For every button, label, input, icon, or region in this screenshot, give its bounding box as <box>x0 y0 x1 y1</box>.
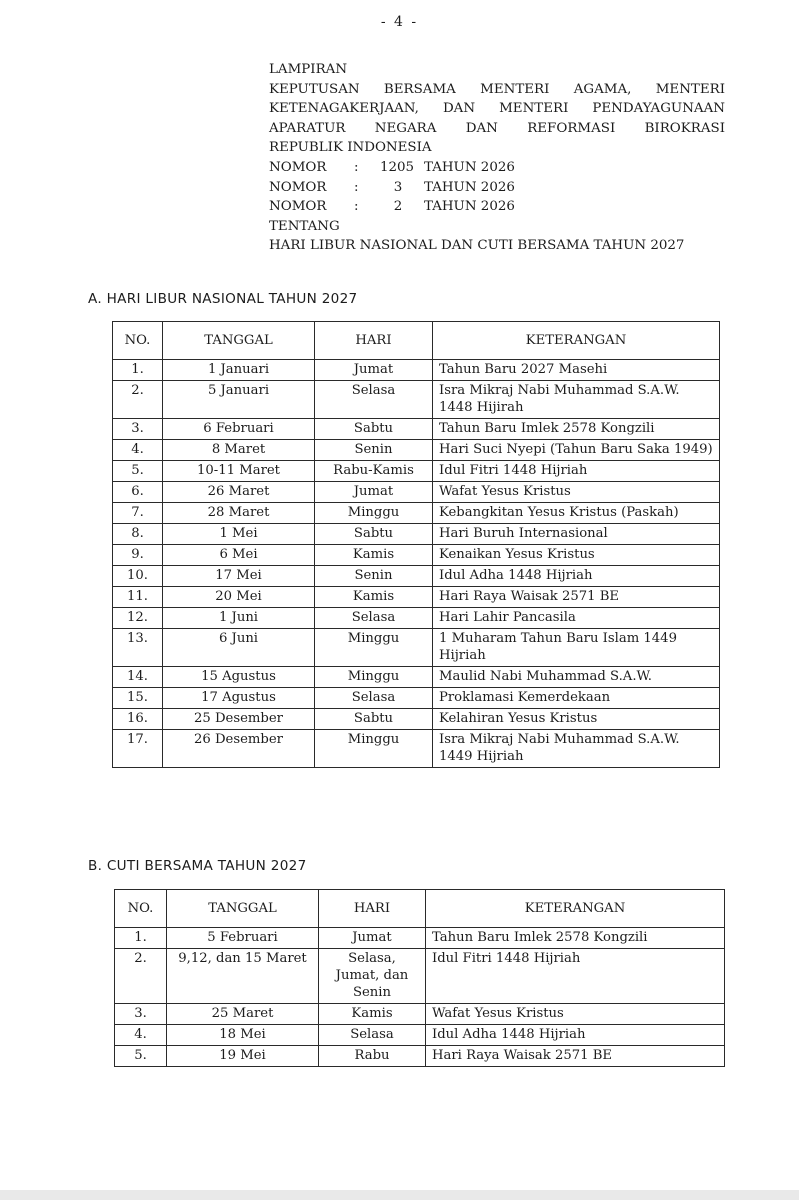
cell-no: 16. <box>113 709 163 730</box>
cell-hari: Minggu <box>315 503 433 524</box>
column-header-no: NO. <box>115 890 167 928</box>
cell-no: 2. <box>115 949 167 1004</box>
cell-no: 5. <box>115 1046 167 1067</box>
header-line-5: REPUBLIK INDONESIA <box>269 140 432 156</box>
cell-hari: Senin <box>315 566 433 587</box>
nomor-sep: : <box>354 199 359 215</box>
cell-keterangan: Maulid Nabi Muhammad S.A.W. <box>433 667 720 688</box>
cuti-bersama-table <box>114 889 725 1067</box>
table-row <box>113 461 720 482</box>
cell-keterangan: Isra Mikraj Nabi Muhammad S.A.W. 1449 Hijriah <box>433 730 720 768</box>
cell-keterangan: Tahun Baru Imlek 2578 Kongzili <box>426 928 725 949</box>
cell-hari: Minggu <box>315 730 433 768</box>
cell-hari: Minggu <box>315 629 433 667</box>
cell-tanggal: 15 Agustus <box>163 667 315 688</box>
nomor-line <box>269 197 725 217</box>
header-line-2: KEPUTUSAN BERSAMA MENTERI AGAMA, MENTERI <box>269 81 725 97</box>
table-row <box>113 381 720 419</box>
column-header-keterangan: KETERANGAN <box>426 890 725 928</box>
section-b-title: B. CUTI BERSAMA TAHUN 2027 <box>88 858 307 874</box>
document-header <box>269 60 725 256</box>
cell-hari: Sabtu <box>315 524 433 545</box>
cell-hari: Kamis <box>315 545 433 566</box>
cell-no: 14. <box>113 667 163 688</box>
column-header-tanggal: TANGGAL <box>163 322 315 360</box>
cell-keterangan: Kebangkitan Yesus Kristus (Paskah) <box>433 503 720 524</box>
cell-keterangan: Proklamasi Kemerdekaan <box>433 688 720 709</box>
cell-keterangan: Hari Buruh Internasional <box>433 524 720 545</box>
column-header-hari: HARI <box>315 322 433 360</box>
cell-hari: Jumat <box>315 360 433 381</box>
cell-hari: Sabtu <box>315 419 433 440</box>
table-row <box>113 587 720 608</box>
cell-tanggal: 1 Juni <box>163 608 315 629</box>
header-subject: HARI LIBUR NASIONAL DAN CUTI BERSAMA TAHUN 2027 <box>269 238 685 254</box>
cell-no: 3. <box>115 1004 167 1025</box>
cell-tanggal: 26 Maret <box>163 482 315 503</box>
nomor-line <box>269 158 725 178</box>
cell-hari: Selasa <box>319 1025 426 1046</box>
nomor-label: NOMOR <box>269 159 327 175</box>
cell-tanggal: 17 Mei <box>163 566 315 587</box>
cell-no: 12. <box>113 608 163 629</box>
cell-keterangan: Wafat Yesus Kristus <box>426 1004 725 1025</box>
cell-no: 1. <box>115 928 167 949</box>
section-a-title: A. HARI LIBUR NASIONAL TAHUN 2027 <box>88 291 358 307</box>
cell-no: 4. <box>115 1025 167 1046</box>
cell-keterangan: Isra Mikraj Nabi Muhammad S.A.W. 1448 Hijirah <box>433 381 720 419</box>
table-row <box>113 419 720 440</box>
cell-keterangan: Tahun Baru 2027 Masehi <box>433 360 720 381</box>
cell-keterangan: Idul Fitri 1448 Hijriah <box>426 949 725 1004</box>
cell-tanggal: 10-11 Maret <box>163 461 315 482</box>
table-row <box>113 709 720 730</box>
cell-hari: Kamis <box>319 1004 426 1025</box>
table-row <box>115 1025 725 1046</box>
cell-hari: Rabu <box>319 1046 426 1067</box>
nomor-number: 3 <box>393 179 403 195</box>
cell-tanggal: 6 Februari <box>163 419 315 440</box>
cell-tanggal: 9,12, dan 15 Maret <box>167 949 319 1004</box>
cell-no: 2. <box>113 381 163 419</box>
table-row <box>113 524 720 545</box>
cell-hari: Senin <box>315 440 433 461</box>
header-lampiran: LAMPIRAN <box>269 62 348 77</box>
cell-hari: Minggu <box>315 667 433 688</box>
cell-tanggal: 26 Desember <box>163 730 315 768</box>
nomor-tahun: TAHUN 2026 <box>424 199 515 215</box>
cell-tanggal: 5 Februari <box>167 928 319 949</box>
table-row <box>115 1004 725 1025</box>
cell-tanggal: 18 Mei <box>167 1025 319 1046</box>
table-row <box>113 440 720 461</box>
page-number: - 4 - <box>380 14 419 30</box>
cell-tanggal: 5 Januari <box>163 381 315 419</box>
table-row <box>113 730 720 768</box>
column-header-no: NO. <box>113 322 163 360</box>
cell-tanggal: 20 Mei <box>163 587 315 608</box>
cell-tanggal: 6 Mei <box>163 545 315 566</box>
cell-keterangan: Hari Raya Waisak 2571 BE <box>433 587 720 608</box>
cell-tanggal: 6 Juni <box>163 629 315 667</box>
cell-keterangan: Hari Raya Waisak 2571 BE <box>426 1046 725 1067</box>
cell-hari: Sabtu <box>315 709 433 730</box>
cell-keterangan: Idul Adha 1448 Hijriah <box>426 1025 725 1046</box>
nomor-tahun: TAHUN 2026 <box>424 179 515 195</box>
cell-no: 15. <box>113 688 163 709</box>
column-header-keterangan: KETERANGAN <box>433 322 720 360</box>
cell-no: 17. <box>113 730 163 768</box>
header-tentang: TENTANG <box>269 218 340 234</box>
table-row <box>113 482 720 503</box>
table-row <box>113 608 720 629</box>
cell-keterangan: Hari Suci Nyepi (Tahun Baru Saka 1949) <box>433 440 720 461</box>
cell-no: 1. <box>113 360 163 381</box>
cell-keterangan: Kenaikan Yesus Kristus <box>433 545 720 566</box>
cell-hari: Selasa, Jumat, dan Senin <box>319 949 426 1004</box>
nomor-number: 1205 <box>380 159 415 175</box>
cell-tanggal: 19 Mei <box>167 1046 319 1067</box>
table-row <box>113 360 720 381</box>
cell-hari: Selasa <box>315 608 433 629</box>
cell-hari: Jumat <box>315 482 433 503</box>
cell-hari: Kamis <box>315 587 433 608</box>
table-row <box>113 629 720 667</box>
nomor-number: 2 <box>393 199 403 215</box>
nomor-sep: : <box>354 159 359 175</box>
cell-keterangan: 1 Muharam Tahun Baru Islam 1449 Hijriah <box>433 629 720 667</box>
cell-tanggal: 8 Maret <box>163 440 315 461</box>
nomor-tahun: TAHUN 2026 <box>424 159 515 175</box>
cell-no: 11. <box>113 587 163 608</box>
cell-hari: Selasa <box>315 688 433 709</box>
table-row <box>113 545 720 566</box>
column-header-tanggal: TANGGAL <box>167 890 319 928</box>
nomor-label: NOMOR <box>269 179 327 195</box>
table-header-row <box>115 890 725 928</box>
cell-tanggal: 1 Mei <box>163 524 315 545</box>
cell-keterangan: Hari Lahir Pancasila <box>433 608 720 629</box>
header-line-4: APARATUR NEGARA DAN REFORMASI BIROKRASI <box>269 120 725 136</box>
cell-no: 4. <box>113 440 163 461</box>
cell-tanggal: 25 Desember <box>163 709 315 730</box>
cell-no: 8. <box>113 524 163 545</box>
cell-tanggal: 17 Agustus <box>163 688 315 709</box>
cell-keterangan: Tahun Baru Imlek 2578 Kongzili <box>433 419 720 440</box>
table-row <box>115 1046 725 1067</box>
cell-hari: Selasa <box>315 381 433 419</box>
cell-keterangan: Idul Fitri 1448 Hijriah <box>433 461 720 482</box>
cell-no: 3. <box>113 419 163 440</box>
nomor-line <box>269 178 725 198</box>
cell-keterangan: Wafat Yesus Kristus <box>433 482 720 503</box>
nomor-sep: : <box>354 179 359 195</box>
table-row <box>113 667 720 688</box>
cell-keterangan: Kelahiran Yesus Kristus <box>433 709 720 730</box>
cell-no: 6. <box>113 482 163 503</box>
cell-no: 13. <box>113 629 163 667</box>
cell-tanggal: 28 Maret <box>163 503 315 524</box>
table-row <box>113 503 720 524</box>
cell-keterangan: Idul Adha 1448 Hijriah <box>433 566 720 587</box>
cell-no: 9. <box>113 545 163 566</box>
header-line-3: KETENAGAKERJAAN, DAN MENTERI PENDAYAGUNAAN <box>269 101 725 117</box>
table-row <box>113 566 720 587</box>
holiday-table <box>112 321 720 768</box>
cell-tanggal: 25 Maret <box>167 1004 319 1025</box>
cell-tanggal: 1 Januari <box>163 360 315 381</box>
table-row <box>113 688 720 709</box>
cell-hari: Jumat <box>319 928 426 949</box>
cell-no: 7. <box>113 503 163 524</box>
cell-no: 10. <box>113 566 163 587</box>
cell-no: 5. <box>113 461 163 482</box>
table-row <box>115 928 725 949</box>
nomor-label: NOMOR <box>269 199 327 215</box>
cell-hari: Rabu-Kamis <box>315 461 433 482</box>
table-row <box>115 949 725 1004</box>
column-header-hari: HARI <box>319 890 426 928</box>
table-header-row <box>113 322 720 360</box>
page-bottom-edge <box>0 1190 799 1200</box>
